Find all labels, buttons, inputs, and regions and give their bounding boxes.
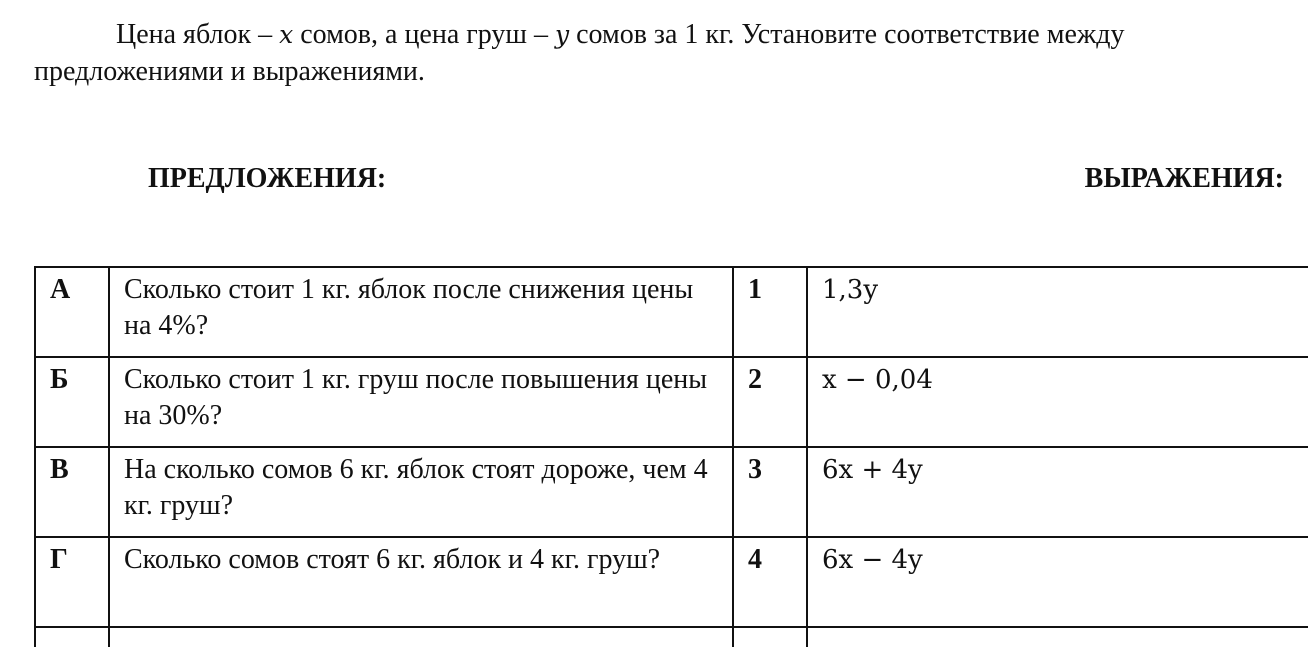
row-sentence: Сколько сомов стоят 6 кг. яблок и 4 кг. груш? (109, 537, 733, 627)
row-sentence: На сколько сомов 6 кг. яблок стоят дороже, чем 4 кг. груш? (109, 447, 733, 537)
sentences-heading: ПРЕДЛОЖЕНИЯ: (148, 163, 387, 194)
table-row (35, 267, 1308, 357)
statement-part-1: Цена яблок – (116, 19, 280, 50)
variable-x: x (279, 20, 294, 49)
expressions-heading: ВЫРАЖЕНИЯ: (1084, 163, 1284, 194)
matching-table (34, 266, 1308, 647)
empty-cell (109, 627, 733, 647)
task-statement (34, 16, 1284, 90)
empty-cell (35, 627, 109, 647)
empty-cell (807, 627, 1308, 647)
row-expression: 6x + 4y (807, 447, 1308, 537)
row-expression: 1,3y (807, 267, 1308, 357)
row-expression: x − 0,04 (807, 357, 1308, 447)
row-letter: Г (35, 537, 109, 627)
row-letter: В (35, 447, 109, 537)
statement-part-3: сомов за 1 кг. Установите соответствие между предложениями и выражениями. (34, 19, 1125, 87)
row-expression: 6x − 4y (807, 537, 1308, 627)
table-row-cut-off (35, 627, 1308, 647)
table-row (35, 447, 1308, 537)
row-letter: Б (35, 357, 109, 447)
row-number: 4 (733, 537, 807, 627)
row-number: 2 (733, 357, 807, 447)
row-number: 3 (733, 447, 807, 537)
row-letter: А (35, 267, 109, 357)
row-number: 1 (733, 267, 807, 357)
table-row (35, 357, 1308, 447)
row-sentence: Сколько стоит 1 кг. груш после повышения цены на 30%? (109, 357, 733, 447)
row-sentence: Сколько стоит 1 кг. яблок после снижения цены на 4%? (109, 267, 733, 357)
empty-cell (733, 627, 807, 647)
statement-part-2: сомов, а цена груш – (293, 19, 555, 50)
table-row (35, 537, 1308, 627)
variable-y: y (554, 20, 570, 49)
